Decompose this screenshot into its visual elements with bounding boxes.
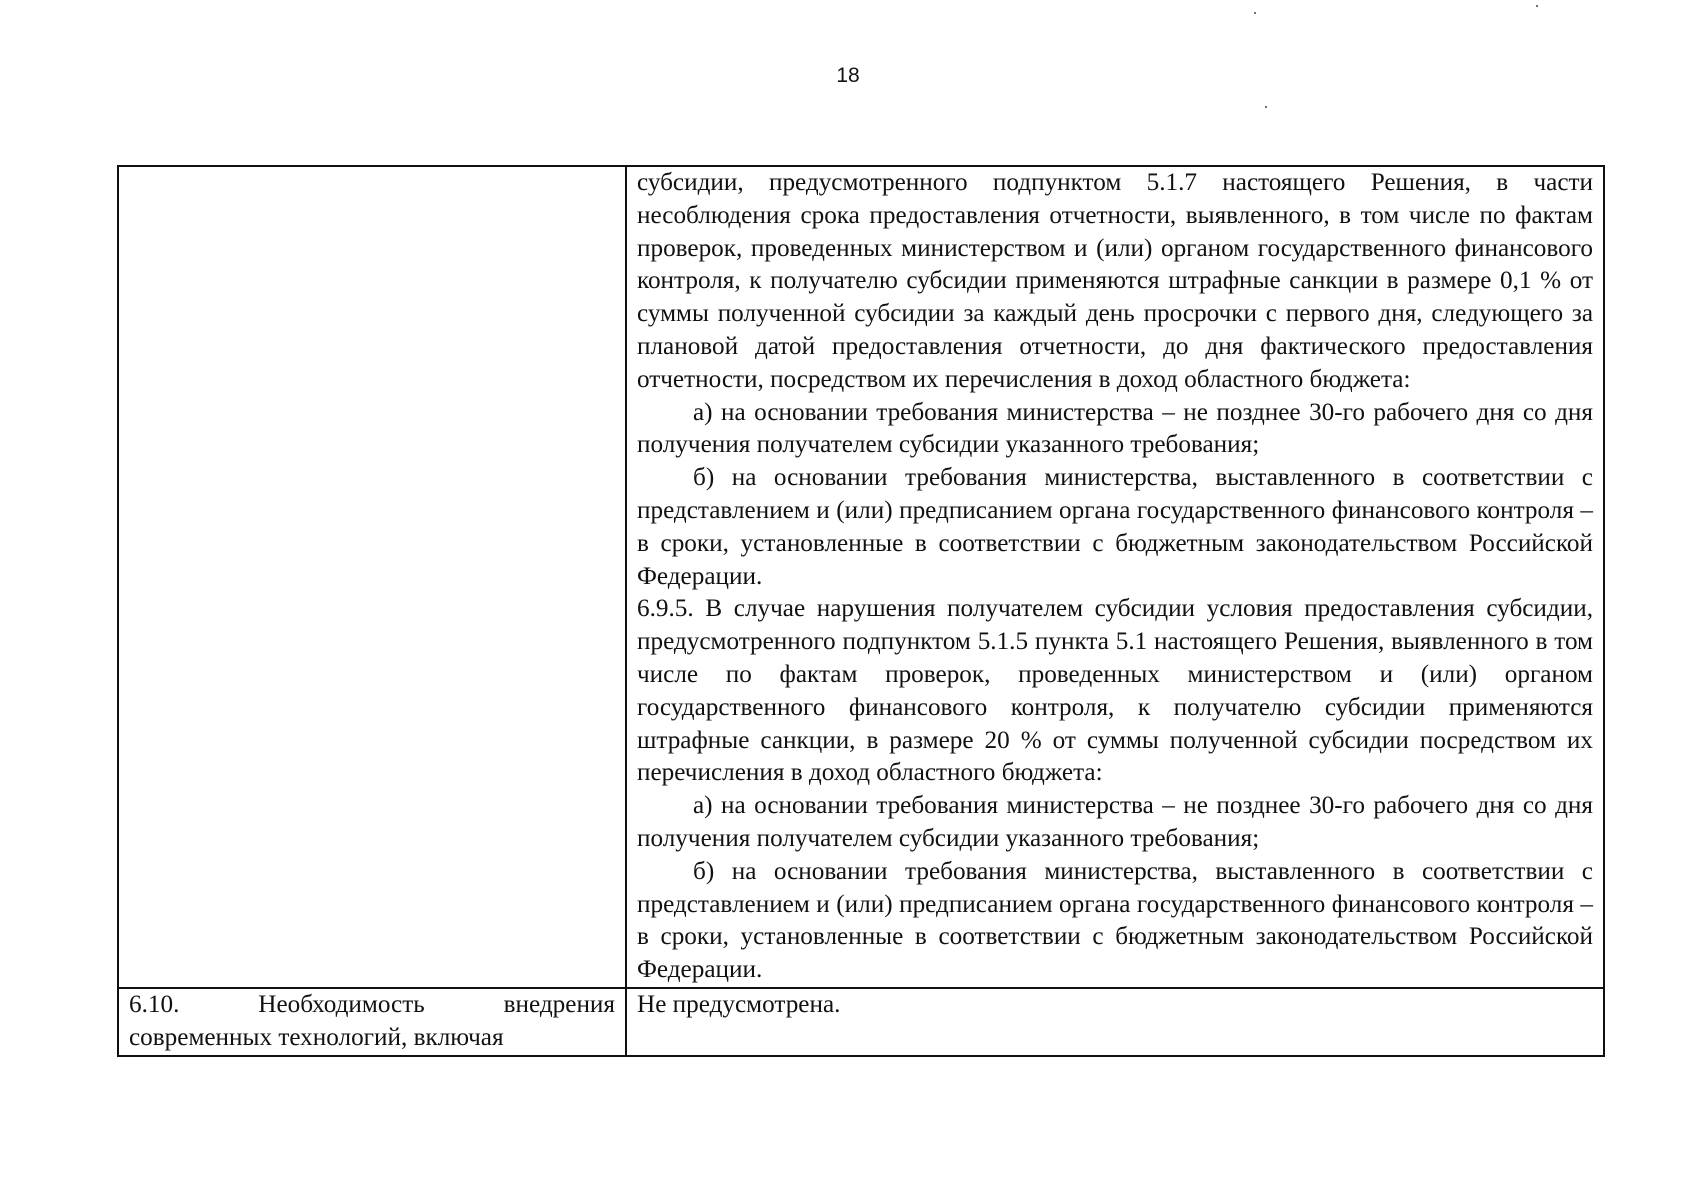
right-cell-text [626, 166, 1604, 988]
scan-speck [1536, 5, 1538, 7]
item-6-10-value: Не предусмотрена. [637, 990, 841, 1018]
left-cell-empty [118, 166, 626, 988]
paragraph-item-b: б) на основании требования министерства, выставленного в соответствии с представлением и (или) предписанием органа государственного финансового контроля – в сроки, установленные в соответствии с бюджетным законодательством Российской Федерации. [637, 857, 1593, 984]
paragraph-continuation: субсидии, предусмотренного подпунктом 5.1.7 настоящего Решения, в части несоблюдения срока предоставления отчетности, выявленного, в том числе по фактам проверок, проведенных министерством и (или) органом государственного финансового контроля, к получателю субсидии применяются штрафные санкции в размере 0,1 % от суммы полученной субсидии за каждый день просрочки с первого дня, следующего за плановой датой предоставления отчетности, до дня фактического предоставления отчетности, посредством их перечисления в доход областного бюджета: [637, 169, 1593, 393]
table-row [118, 166, 1604, 988]
document-table [117, 165, 1605, 1057]
page-number: 18 [836, 64, 860, 87]
item-6-10-label: 6.10. Необходимость внедрения современных технологий, включая [129, 990, 615, 1051]
paragraph-item-b: б) на основании требования министерства, выставленного в соответствии с представлением и (или) предписанием органа государственного финансового контроля – в сроки, установленные в соответствии с бюджетным законодательством Российской Федерации. [637, 464, 1593, 590]
scan-speck [1254, 12, 1256, 14]
paragraph-item-a: а) на основании требования министерства – не позднее 30-го рабочего дня со дня получения получателем субсидии указанного требования; [637, 398, 1593, 459]
right-cell-6-10 [626, 988, 1604, 1056]
paragraph-item-a: а) на основании требования министерства – не позднее 30-го рабочего дня со дня получения получателем субсидии указанного требования; [637, 792, 1593, 852]
left-cell-6-10 [118, 988, 626, 1056]
scan-speck [1265, 106, 1267, 108]
paragraph-6-9-5: 6.9.5. В случае нарушения получателем субсидии условия предоставления субсидии, предусмотренного подпунктом 5.1.5 пункта 5.1 настоящего Решения, выявленного в том числе по фактам проверок, проведенных министерством и (или) органом государственного финансового контроля, к получателю субсидии применяются штрафные санкции, в размере 20 % от суммы полученной субсидии посредством их перечисления в доход областного бюджета: [637, 595, 1593, 787]
table-row [118, 988, 1604, 1056]
